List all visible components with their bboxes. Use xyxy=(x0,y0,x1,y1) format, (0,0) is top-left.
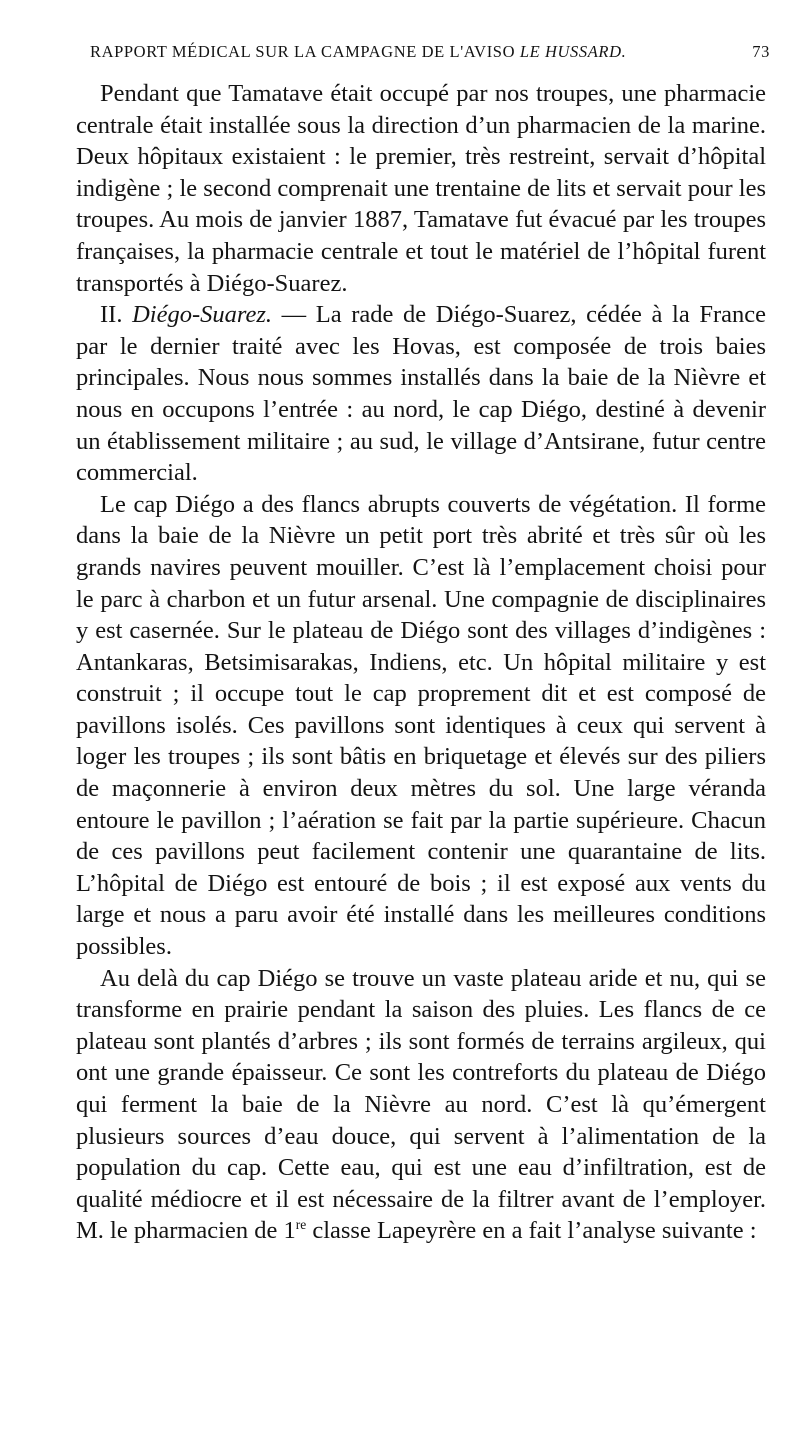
superscript-re: re xyxy=(295,1217,307,1233)
paragraph-cap-diego: Le cap Diégo a des flancs abrupts couverts de végétation. Il forme dans la baie de la Nièvre un petit port très abrité et très sûr où les grands navires peuvent mouiller. C’est là l’emplacement choisi pour le parc à charbon et un futur arsenal. Une compagnie de disciplinaires y est casernée. Sur le plateau de Diégo sont des villages d’indigènes : Antankaras, Betsimisarakas, Indiens, etc. Un hôpital militaire y est construit ; il occupe tout le cap proprement dit et est composé de pavillons isolés. Ces pavillons sont identiques à ceux qui servent à loger les troupes ; ils sont bâtis en briquetage et élevés sur des piliers de maçonnerie à environ deux mètres du sol. Une large véranda entoure le pavillon ; l’aération se fait par la partie supérieure. Chacun de ces pavillons peut facilement contenir une quarantaine de lits. L’hôpital de Diégo est entouré de bois ; il est exposé aux vents du large et nous a paru avoir été installé dans les meilleures conditions possibles. xyxy=(76,490,766,961)
running-head xyxy=(90,42,770,62)
section-title: Diégo-Suarez. xyxy=(132,301,273,329)
paragraph-diego-suarez-text: — La rade de Diégo-Suarez, cédée à la France par le dernier traité avec les Hovas, est composée de trois baies principales. Nous nous sommes installés dans la baie de la Nièvre et nous en occupons l’entrée : au nord, le cap Diégo, destiné à devenir un établissement militaire ; au sud, le village d’Antsirane, futur centre commercial. xyxy=(76,301,766,487)
running-head-title: RAPPORT MÉDICAL SUR LA CAMPAGNE DE L'AVISO LE HUSSARD. xyxy=(90,42,627,61)
paragraph-plateau-text: Au delà du cap Diégo se trouve un vaste plateau aride et nu, qui se transforme en prairie pendant la saison des pluies. Les flancs de ce plateau sont plantés d’arbres ; ils sont formés de terrains argileux, qui ont une grande épaisseur. Ce sont les contreforts du plateau de Diégo qui ferment la baie de la Nièvre au nord. C’est là qu’émergent plusieurs sources d’eau douce, qui servent à l’alimentation de la population du cap. Cette eau, qui est une eau d’infiltration, est de qualité médiocre et il est nécessaire de la filtrer avant de l’employer. M. le pharmacien de 1 xyxy=(76,964,766,1245)
page-number: 73 xyxy=(752,42,770,61)
section-number: II. xyxy=(100,301,123,329)
running-head-ship-name: LE HUSSARD. xyxy=(519,42,627,61)
paragraph-plateau-text-end: classe Lapeyrère en a fait l’analyse suivante : xyxy=(306,1217,757,1245)
paragraph-tamatave: Pendant que Tamatave était occupé par nos troupes, une pharmacie centrale était installée sous la direction d’un pharmacien de la marine. Deux hôpitaux existaient : le premier, très restreint, servait d’hôpital indigène ; le second comprenait une trentaine de lits et servait pour les troupes. Au mois de janvier 1887, Tamatave fut évacué par les troupes françaises, la pharmacie centrale et tout le matériel de l’hôpital furent transportés à Diégo-Suarez. xyxy=(76,80,766,297)
paragraph-diego-suarez xyxy=(76,299,766,489)
body-text xyxy=(76,78,766,1247)
paragraph-plateau xyxy=(76,963,766,1247)
